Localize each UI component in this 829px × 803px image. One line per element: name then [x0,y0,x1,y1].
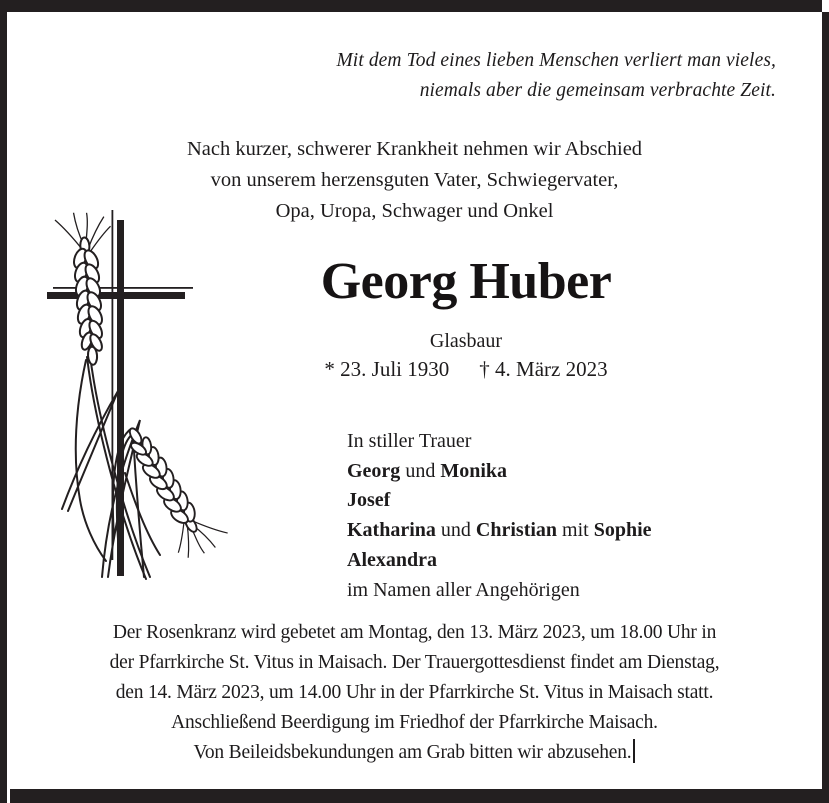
mourners-line: Katharina und Christian mit Sophie [347,519,652,542]
epigraph-line: niemals aber die gemeinsam verbrachte Zeit. [419,80,776,101]
funeral-line: den 14. März 2023, um 14.00 Uhr in der Pfarrkirche St. Vitus in Maisach statt. [115,682,714,703]
house-name: Glasbaur [429,330,503,352]
funeral-line: der Pfarrkirche St. Vitus in Maisach. Der Trauergottesdienst findet am Dienstag, [109,652,720,673]
wheat-ear-drooping [109,415,230,566]
death-date: † 4. März 2023 [479,357,608,381]
deceased-name: Georg Huber [320,253,612,310]
mourners-header: In stiller Trauer [347,430,472,452]
birth-date: * 23. Juli 1930 [324,357,450,381]
mourners-list [347,427,652,605]
funeral-line: Anschließend Beerdigung im Friedhof der Pfarrkirche Maisach. [171,712,658,733]
cross [47,210,193,576]
intro-line: Nach kurzer, schwerer Krankheit nehmen wir Abschied [186,138,643,160]
text-cursor [633,739,635,763]
intro-line: von unserem herzensguten Vater, Schwiegervater, [210,169,619,191]
funeral-notice[interactable] [0,618,829,768]
border-top [0,0,822,12]
epigraph [336,46,776,106]
funeral-line: Von Beileidsbekundungen am Grab bitten wir abzusehen. [0,738,829,768]
funeral-line: Der Rosenkranz wird gebetet am Montag, den 13. März 2023, um 18.00 Uhr in [112,622,717,643]
intro-line: Opa, Uropa, Schwager und Onkel [275,200,554,222]
mourners-line: Georg und Monika [347,459,507,482]
epigraph-line: Mit dem Tod eines lieben Menschen verliert man vieles, [336,50,776,71]
mourners-footer: im Namen aller Angehörigen [347,578,580,601]
mourners-line: Josef [347,489,391,512]
cross-and-wheat-icon [40,205,270,585]
mourners-line: Alexandra [347,548,437,571]
border-bottom [10,789,829,803]
